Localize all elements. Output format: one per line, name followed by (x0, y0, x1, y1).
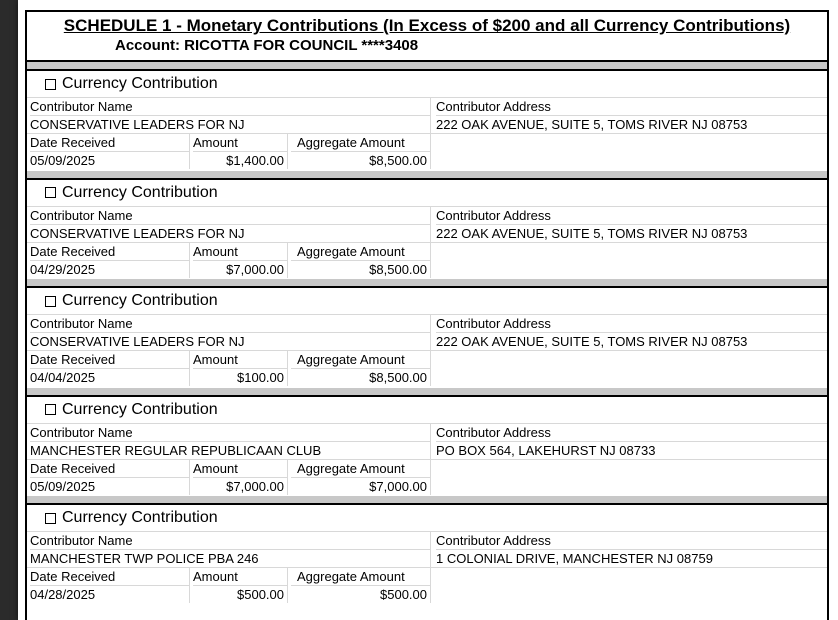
contributor-name-value: CONSERVATIVE LEADERS FOR NJ (30, 225, 245, 241)
contributor-name-cell (27, 207, 431, 242)
currency-contribution-header (27, 397, 827, 424)
contributor-name-label: Contributor Name (30, 532, 430, 550)
contribution-entry (27, 279, 827, 388)
aggregate-amount-label: Aggregate Amount (291, 351, 430, 369)
date-received-value: 04/28/2025 (30, 587, 96, 602)
schedule-frame (25, 10, 829, 620)
contribution-entry (27, 496, 827, 605)
contributor-name-value: MANCHESTER TWP POLICE PBA 246 (30, 551, 259, 566)
amount-value: $100.00 (237, 370, 284, 385)
currency-contribution-header (27, 180, 827, 207)
contributor-name-cell (27, 315, 431, 350)
contributor-name-value: CONSERVATIVE LEADERS FOR NJ (30, 334, 245, 349)
contributor-name-label: Contributor Name (30, 98, 430, 116)
contributor-address-value: 222 OAK AVENUE, SUITE 5, TOMS RIVER NJ 08753 (436, 334, 748, 349)
date-received-label: Date Received (30, 351, 189, 369)
currency-contribution-header (27, 71, 827, 98)
amount-row (27, 351, 827, 386)
contributor-name-label: Contributor Name (30, 424, 430, 442)
date-received-cell (27, 134, 190, 169)
aggregate-amount-cell (288, 243, 431, 278)
currency-checkbox[interactable] (45, 187, 56, 198)
contributor-name-cell (27, 98, 431, 133)
date-received-cell (27, 243, 190, 278)
currency-label: Currency Contribution (62, 75, 218, 92)
contribution-list (27, 62, 827, 605)
entry-separator (27, 496, 827, 505)
contributor-name-value: MANCHESTER REGULAR REPUBLICAAN CLUB (30, 442, 322, 458)
contributor-name-cell (27, 424, 431, 459)
currency-contribution-header (27, 288, 827, 315)
aggregate-amount-value: $8,500.00 (369, 370, 427, 385)
aggregate-amount-value: $8,500.00 (369, 261, 427, 277)
entry-separator (27, 388, 827, 397)
aggregate-amount-value: $8,500.00 (369, 153, 427, 168)
contribution-entry (27, 388, 827, 497)
account-line: Account: RICOTTA FOR COUNCIL ****3408 (115, 37, 419, 54)
contributor-address-value: PO BOX 564, LAKEHURST NJ 08733 (436, 442, 656, 458)
contributor-address-cell (431, 424, 827, 459)
currency-label: Currency Contribution (62, 183, 218, 201)
aggregate-amount-label: Aggregate Amount (291, 568, 430, 586)
currency-label: Currency Contribution (62, 509, 218, 526)
amount-value: $7,000.00 (226, 261, 284, 277)
contributor-row (27, 424, 827, 460)
aggregate-amount-cell (288, 351, 431, 386)
contributor-address-cell (431, 532, 827, 567)
entry-separator (27, 279, 827, 288)
amount-value: $7,000.00 (226, 478, 284, 494)
amount-value: $500.00 (237, 587, 284, 602)
date-received-label: Date Received (30, 134, 189, 152)
contributor-address-label: Contributor Address (436, 98, 827, 116)
contributor-name-label: Contributor Name (30, 315, 430, 333)
contributor-address-value: 1 COLONIAL DRIVE, MANCHESTER NJ 08759 (436, 551, 713, 566)
amount-row (27, 243, 827, 278)
date-received-cell (27, 568, 190, 603)
date-received-cell (27, 460, 190, 495)
amount-label: Amount (193, 568, 287, 586)
contributor-address-cell (431, 98, 827, 133)
contribution-entry (27, 171, 827, 280)
date-received-value: 04/29/2025 (30, 261, 96, 277)
document-page (18, 0, 838, 620)
currency-checkbox[interactable] (45, 79, 56, 90)
contributor-name-label: Contributor Name (30, 207, 430, 225)
contributor-row (27, 315, 827, 351)
amount-cell (190, 568, 288, 603)
amount-cell (190, 460, 288, 495)
contributor-row (27, 98, 827, 134)
contributor-row (27, 207, 827, 243)
amount-label: Amount (193, 243, 287, 261)
date-received-value: 04/04/2025 (30, 370, 96, 385)
aggregate-amount-cell (288, 568, 431, 603)
contribution-entry (27, 62, 827, 171)
contributor-address-label: Contributor Address (436, 315, 827, 333)
amount-value: $1,400.00 (226, 153, 284, 168)
aggregate-amount-cell (288, 134, 431, 169)
aggregate-amount-value: $7,000.00 (369, 478, 427, 494)
date-received-cell (27, 351, 190, 386)
contributor-address-label: Contributor Address (436, 532, 827, 550)
contributor-address-value: 222 OAK AVENUE, SUITE 5, TOMS RIVER NJ 08753 (436, 225, 748, 241)
amount-label: Amount (193, 460, 287, 478)
amount-cell (190, 351, 288, 386)
amount-cell (190, 134, 288, 169)
entry-separator (27, 62, 827, 71)
currency-checkbox[interactable] (45, 404, 56, 415)
contributor-row (27, 532, 827, 568)
currency-checkbox[interactable] (45, 296, 56, 307)
aggregate-amount-label: Aggregate Amount (291, 460, 430, 478)
amount-row (27, 460, 827, 495)
contributor-name-value: CONSERVATIVE LEADERS FOR NJ (30, 117, 245, 132)
aggregate-amount-label: Aggregate Amount (291, 243, 430, 261)
aggregate-amount-value: $500.00 (380, 587, 427, 602)
aggregate-amount-cell (288, 460, 431, 495)
contributor-address-value: 222 OAK AVENUE, SUITE 5, TOMS RIVER NJ 08753 (436, 117, 748, 132)
date-received-label: Date Received (30, 568, 189, 586)
schedule-title: SCHEDULE 1 - Monetary Contributions (In Excess of $200 and all Currency Contributions) (63, 16, 791, 35)
amount-label: Amount (193, 134, 287, 152)
currency-label: Currency Contribution (62, 292, 218, 309)
date-received-label: Date Received (30, 243, 189, 261)
date-received-label: Date Received (30, 460, 189, 478)
entry-separator (27, 171, 827, 180)
contributor-address-label: Contributor Address (436, 207, 827, 225)
amount-row (27, 134, 827, 169)
aggregate-amount-label: Aggregate Amount (291, 134, 430, 152)
currency-label: Currency Contribution (62, 400, 218, 418)
currency-contribution-header (27, 505, 827, 532)
amount-label: Amount (193, 351, 287, 369)
contributor-name-cell (27, 532, 431, 567)
date-received-value: 05/09/2025 (30, 153, 96, 168)
amount-row (27, 568, 827, 603)
contributor-address-cell (431, 315, 827, 350)
date-received-value: 05/09/2025 (30, 478, 96, 494)
amount-cell (190, 243, 288, 278)
contributor-address-label: Contributor Address (436, 424, 827, 442)
currency-checkbox[interactable] (45, 513, 56, 524)
contributor-address-cell (431, 207, 827, 242)
